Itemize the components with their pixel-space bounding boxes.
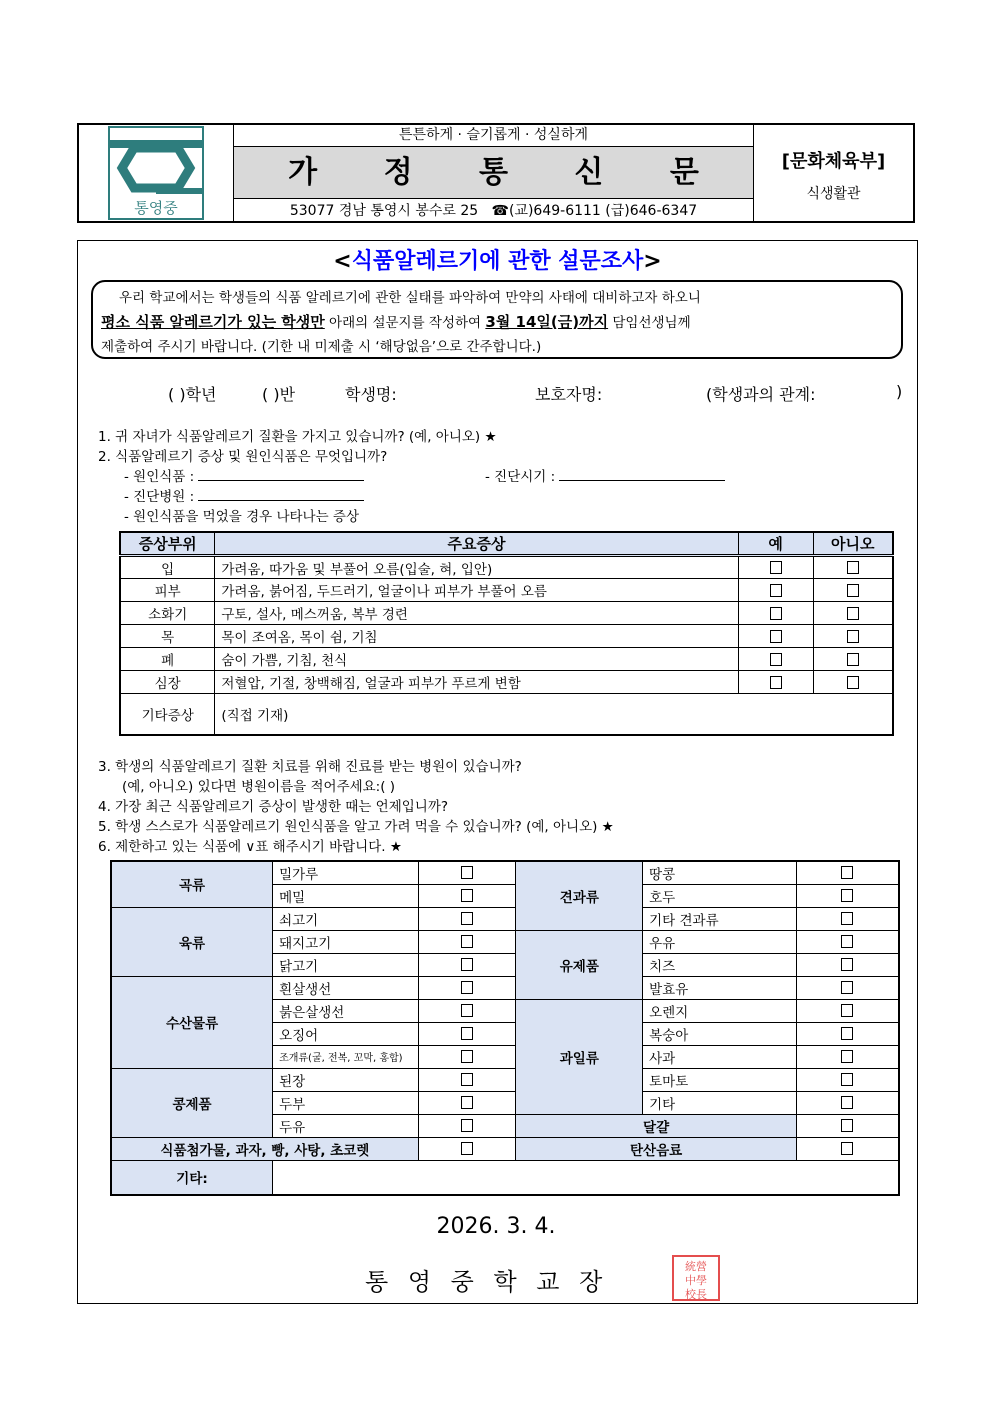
- checkbox[interactable]: [770, 607, 782, 620]
- body-part: 목: [120, 625, 215, 648]
- col-header: 예: [738, 532, 813, 556]
- table-row: [111, 1160, 899, 1195]
- body-part: 폐: [120, 648, 215, 671]
- food-item: 된장: [273, 1068, 419, 1091]
- checkbox[interactable]: [847, 561, 859, 574]
- food-item: 치즈: [643, 953, 797, 976]
- checkbox[interactable]: [841, 889, 853, 902]
- food-item: 닭고기: [273, 953, 419, 976]
- food-item: 두유: [273, 1114, 419, 1137]
- cause-food-label: [124, 465, 364, 485]
- diag-hosp-input[interactable]: [198, 487, 364, 501]
- food-category: 달걀: [516, 1114, 796, 1137]
- food-item: 발효유: [643, 976, 797, 999]
- food-category: 수산물류: [111, 976, 273, 1068]
- checkbox[interactable]: [461, 1073, 473, 1086]
- checkbox[interactable]: [461, 1050, 473, 1063]
- food-item: 두부: [273, 1091, 419, 1114]
- school-principal: 통 영 중 학 교 장: [365, 1268, 609, 1296]
- yes-cell: [738, 671, 813, 694]
- question-3b: (예, 아니오) 있다면 병원이름을 적어주세요:( ): [122, 779, 396, 795]
- checkbox[interactable]: [847, 630, 859, 643]
- no-cell: [813, 648, 893, 671]
- notice-line: [101, 310, 893, 335]
- checkbox[interactable]: [461, 1142, 473, 1155]
- other-input[interactable]: [273, 1160, 899, 1195]
- checkbox[interactable]: [770, 653, 782, 666]
- no-cell: [813, 602, 893, 625]
- yes-cell: [738, 648, 813, 671]
- yes-cell: [738, 625, 813, 648]
- text: 담임선생님께: [608, 315, 691, 331]
- food-item: 기타 견과류: [643, 907, 797, 930]
- checkbox[interactable]: [770, 584, 782, 597]
- date: 2026. 3. 4.: [436, 1214, 556, 1239]
- emphasis: 평소 식품 알레르기가 있는 학생만: [101, 313, 325, 331]
- table-row: [120, 602, 893, 625]
- no-cell: [813, 556, 893, 579]
- label: - 원인식품 :: [124, 469, 195, 485]
- check-cell: [418, 953, 516, 976]
- food-item: 흰살생선: [273, 976, 419, 999]
- food-category: 식품첨가물, 과자, 빵, 사탕, 초코렛: [111, 1137, 418, 1160]
- table-row: [120, 648, 893, 671]
- food-item: 오징어: [273, 1022, 419, 1045]
- check-cell: [796, 1022, 899, 1045]
- check-cell: [796, 1091, 899, 1114]
- food-item: 조개류(굴, 전복, 꼬막, 홍합): [273, 1045, 419, 1068]
- check-cell: [418, 1114, 516, 1137]
- food-item: 돼지고기: [273, 930, 419, 953]
- no-cell: [813, 579, 893, 602]
- check-cell: [418, 1045, 516, 1068]
- symptom-desc: 구토, 설사, 메스꺼움, 복부 경련: [215, 602, 738, 625]
- question-1: 1. 귀 자녀가 식품알레르기 질환을 가지고 있습니까? (예, 아니오) ★: [98, 429, 497, 445]
- checkbox[interactable]: [461, 1096, 473, 1109]
- check-cell: [418, 1091, 516, 1114]
- symptoms-label: - 원인식품을 먹었을 경우 나타나는 증상: [124, 509, 359, 525]
- school-logo: [79, 125, 234, 221]
- checkbox[interactable]: [461, 889, 473, 902]
- food-category: 유제품: [516, 930, 643, 999]
- check-cell: [418, 930, 516, 953]
- notice-line: 우리 학교에서는 학생들의 식품 알레르기에 관한 실태를 파악하여 만약의 사태에 대비하고자 하오니: [119, 290, 701, 306]
- symptom-desc: 저혈압, 기절, 창백해짐, 얼굴과 피부가 푸르게 변함: [215, 671, 738, 694]
- table-row: [120, 579, 893, 602]
- body-part: 심장: [120, 671, 215, 694]
- table-header-row: [120, 532, 893, 556]
- notice-line: 제출하여 주시기 바랍니다. (기한 내 미제출 시 ‘해당없음’으로 간주합니다.): [101, 339, 542, 355]
- checkbox[interactable]: [461, 1027, 473, 1040]
- title-text: 식품알레르기에 관한 설문조사: [351, 249, 644, 274]
- body-part: 입: [120, 556, 215, 579]
- table-row: [111, 861, 899, 884]
- checkbox[interactable]: [841, 866, 853, 879]
- yes-cell: [738, 602, 813, 625]
- food-category: 곡류: [111, 861, 273, 907]
- check-cell: [796, 907, 899, 930]
- food-item: 복숭아: [643, 1022, 797, 1045]
- table-row: [120, 671, 893, 694]
- food-category: 육류: [111, 907, 273, 976]
- food-item: 토마토: [643, 1068, 797, 1091]
- check-cell: [418, 976, 516, 999]
- bracket: >: [643, 249, 662, 274]
- col-header: 아니오: [813, 532, 893, 556]
- check-cell: [418, 999, 516, 1022]
- check-cell: [796, 1137, 899, 1160]
- section: 식생활관: [806, 186, 861, 202]
- relation-close: ): [896, 382, 903, 401]
- checkbox[interactable]: [841, 1050, 853, 1063]
- check-cell: [796, 861, 899, 884]
- food-item: 쇠고기: [273, 907, 419, 930]
- table-row: [120, 625, 893, 648]
- address-text: 53077 경남 통영시 봉수로 25: [289, 203, 479, 219]
- other-symptom-label: 기타증상: [120, 694, 215, 735]
- check-cell: [418, 1022, 516, 1045]
- no-cell: [813, 671, 893, 694]
- checkbox[interactable]: [461, 1119, 473, 1132]
- checkbox[interactable]: [461, 1004, 473, 1017]
- checkbox[interactable]: [770, 630, 782, 643]
- table-row: [111, 976, 899, 999]
- symptom-desc: 숨이 가쁨, 기침, 천식: [215, 648, 738, 671]
- diag-time-input[interactable]: [559, 467, 725, 481]
- question-4: 4. 가장 최근 식품알레르기 증상이 발생한 때는 언제입니까?: [98, 799, 449, 815]
- other-label: 기타:: [111, 1160, 273, 1195]
- food-table: [110, 860, 900, 1196]
- question-3: 3. 학생의 식품알레르기 질환 치료를 위해 진료를 받는 병원이 있습니까?: [98, 759, 522, 775]
- checkbox[interactable]: [770, 561, 782, 574]
- slogan: 튼튼하게 · 슬기롭게 · 성실하게: [234, 125, 753, 147]
- food-item: 땅콩: [643, 861, 797, 884]
- checkbox[interactable]: [461, 912, 473, 925]
- food-category: 콩제품: [111, 1068, 273, 1137]
- question-6: 6. 제한하고 있는 식품에 ∨표 해주시기 바랍니다. ★: [98, 839, 402, 855]
- label: - 진단시기 :: [485, 469, 556, 485]
- check-cell: [796, 1114, 899, 1137]
- checkbox[interactable]: [461, 935, 473, 948]
- checkbox[interactable]: [847, 676, 859, 689]
- address: [234, 199, 753, 221]
- checkbox[interactable]: [841, 1096, 853, 1109]
- notice-box: [91, 280, 903, 359]
- question-5: 5. 학생 스스로가 식품알레르기 원인식품을 알고 가려 먹을 수 있습니까? (예, 아니오) ★: [98, 819, 614, 835]
- svg-text:통영중: 통영중: [134, 199, 178, 217]
- table-row: [111, 1068, 899, 1091]
- yes-cell: [738, 579, 813, 602]
- newsletter-title: 가 정 통 신 문: [234, 147, 753, 199]
- school-seal: 統營 中學 校長: [672, 1255, 720, 1301]
- table-row: [120, 694, 893, 735]
- body-part: 소화기: [120, 602, 215, 625]
- food-item: 붉은살생선: [273, 999, 419, 1022]
- cause-food-input[interactable]: [198, 467, 364, 481]
- checkbox[interactable]: [770, 676, 782, 689]
- food-item: 오렌지: [643, 999, 797, 1022]
- food-item: 메밀: [273, 884, 419, 907]
- checkbox[interactable]: [841, 1027, 853, 1040]
- diag-hosp-label: [124, 485, 364, 505]
- deadline: 3월 14일(금)까지: [485, 313, 609, 331]
- check-cell: [418, 884, 516, 907]
- check-cell: [796, 976, 899, 999]
- food-item: 기타: [643, 1091, 797, 1114]
- symptom-desc: 목이 조여옴, 목이 쉼, 기침: [215, 625, 738, 648]
- symptom-table: [119, 531, 894, 736]
- bracket: <: [333, 249, 352, 274]
- student-name-field[interactable]: 학생명:: [345, 385, 397, 404]
- relation-field[interactable]: (학생과의 관계:: [706, 385, 816, 404]
- grade-field[interactable]: ( )학년: [168, 385, 217, 404]
- class-field[interactable]: ( )반: [262, 385, 296, 404]
- checkbox[interactable]: [841, 958, 853, 971]
- survey-title: [77, 244, 918, 275]
- table-row: [111, 907, 899, 930]
- other-symptom-input[interactable]: (직접 기재): [215, 694, 893, 735]
- food-item: 사과: [643, 1045, 797, 1068]
- checkbox[interactable]: [847, 584, 859, 597]
- check-cell: [796, 953, 899, 976]
- check-cell: [418, 1137, 516, 1160]
- food-item: 우유: [643, 930, 797, 953]
- yes-cell: [738, 556, 813, 579]
- checkbox[interactable]: [841, 912, 853, 925]
- checkbox[interactable]: [847, 607, 859, 620]
- phone-text: ☎(교)649-6111 (급)646-6347: [491, 203, 698, 219]
- food-category: 과일류: [516, 999, 643, 1114]
- table-row: [111, 1137, 899, 1160]
- col-header: 주요증상: [215, 532, 738, 556]
- check-cell: [796, 1068, 899, 1091]
- food-category: 견과류: [516, 861, 643, 930]
- checkbox[interactable]: [461, 866, 473, 879]
- newsletter-header: [77, 123, 915, 223]
- checkbox[interactable]: [461, 981, 473, 994]
- checkbox[interactable]: [461, 958, 473, 971]
- col-header: 증상부위: [120, 532, 215, 556]
- check-cell: [796, 884, 899, 907]
- check-cell: [418, 1068, 516, 1091]
- text: 아래의 설문지를 작성하여: [324, 315, 486, 331]
- check-cell: [796, 999, 899, 1022]
- label: - 진단병원 :: [124, 489, 195, 505]
- body-part: 피부: [120, 579, 215, 602]
- symptom-desc: 가려움, 붉어짐, 두드러기, 얼굴이나 피부가 부풀어 오름: [215, 579, 738, 602]
- department: [문화체육부]: [781, 151, 886, 172]
- checkbox[interactable]: [841, 981, 853, 994]
- question-2: 2. 식품알레르기 증상 및 원인식품은 무엇입니까?: [98, 449, 388, 465]
- table-row: [120, 556, 893, 579]
- check-cell: [418, 907, 516, 930]
- symptom-desc: 가려움, 따가움 및 부풀어 오름(입술, 혀, 입안): [215, 556, 738, 579]
- check-cell: [796, 930, 899, 953]
- checkbox[interactable]: [841, 1073, 853, 1086]
- check-cell: [418, 861, 516, 884]
- food-item: 호두: [643, 884, 797, 907]
- no-cell: [813, 625, 893, 648]
- checkbox[interactable]: [841, 935, 853, 948]
- food-category: 탄산음료: [516, 1137, 796, 1160]
- food-item: 밀가루: [273, 861, 419, 884]
- checkbox[interactable]: [841, 1004, 853, 1017]
- checkbox[interactable]: [841, 1142, 853, 1155]
- diag-time-label: [485, 465, 725, 485]
- checkbox[interactable]: [847, 653, 859, 666]
- guardian-name-field[interactable]: 보호자명:: [535, 385, 603, 404]
- check-cell: [796, 1045, 899, 1068]
- checkbox[interactable]: [841, 1119, 853, 1132]
